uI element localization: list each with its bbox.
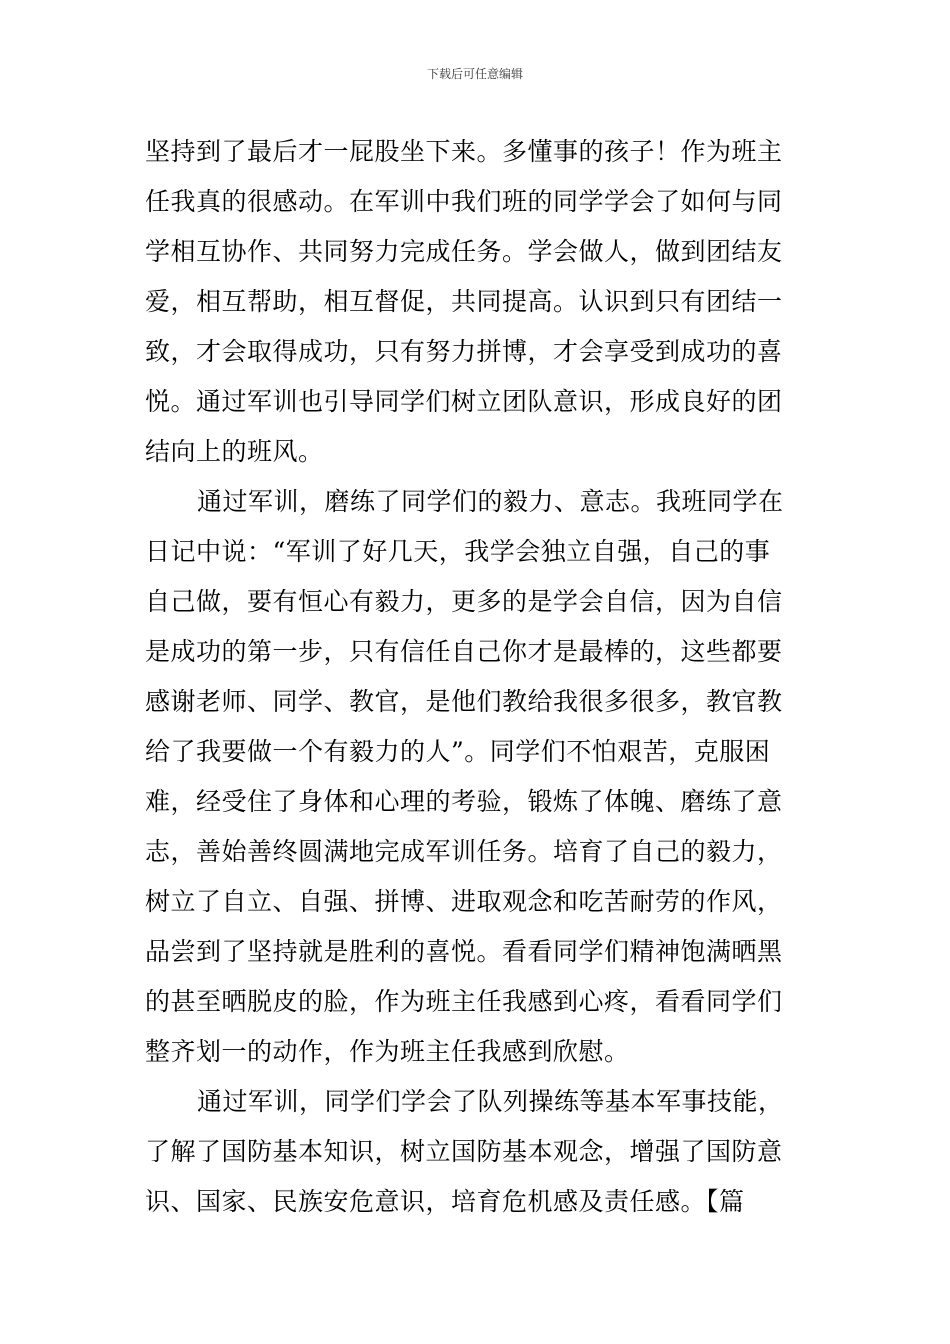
page-header: 下载后可任意编辑 [426, 67, 523, 81]
text-line: 识、国家、民族安危意识，培育危机感及责任感。【篇 [145, 1187, 745, 1216]
text-line: 整齐划一的动作，作为班主任我感到欣慰。 [145, 1037, 630, 1066]
text-line: 了解了国防基本知识，树立国防基本观念，增强了国防意 [145, 1137, 783, 1166]
text-line: 志，善始善终圆满地完成军训任务。培育了自己的毅力， [145, 837, 783, 866]
text-line: 通过军训，磨练了同学们的毅力、意志。我班同学在 [197, 487, 784, 516]
text-line: 悦。通过军训也引导同学们树立团队意识，形成良好的团 [145, 387, 783, 416]
text-line: 学相互协作、共同努力完成任务。学会做人，做到团结友 [145, 237, 783, 266]
paragraph-3 [145, 1077, 807, 1227]
text-line: 坚持到了最后才一屁股坐下来。多懂事的孩子！作为班主 [145, 137, 783, 166]
text-line: 爱，相互帮助，相互督促，共同提高。认识到只有团结一 [145, 287, 783, 316]
text-line: 给了我要做一个有毅力的人”。同学们不怕艰苦，克服困 [145, 737, 771, 766]
text-line: 是成功的第一步，只有信任自己你才是最棒的，这些都要 [145, 637, 783, 666]
text-line: 难，经受住了身体和心理的考验，锻炼了体魄、磨练了意 [145, 787, 783, 816]
text-line: 致，才会取得成功，只有努力拼博，才会享受到成功的喜 [145, 337, 783, 366]
text-line: 感谢老师、同学、教官，是他们教给我很多很多，教官教 [145, 687, 783, 716]
text-line: 品尝到了坚持就是胜利的喜悦。看看同学们精神饱满晒黑 [145, 937, 783, 966]
text-line: 自己做，要有恒心有毅力，更多的是学会自信，因为自信 [145, 587, 783, 616]
paragraph-2 [145, 477, 807, 1077]
text-line: 树立了自立、自强、拼博、进取观念和吃苦耐劳的作风， [145, 887, 783, 916]
paragraph-1 [145, 127, 807, 477]
text-line: 的甚至晒脱皮的脸，作为班主任我感到心疼，看看同学们 [145, 987, 783, 1016]
text-line: 日记中说：“军训了好几天，我学会独立自强，自己的事 [145, 537, 771, 566]
text-line: 任我真的很感动。在军训中我们班的同学学会了如何与同 [145, 187, 783, 216]
text-line: 结向上的班风。 [145, 437, 324, 466]
text-line: 通过军训，同学们学会了队列操练等基本军事技能， [197, 1087, 784, 1116]
document-body [145, 127, 807, 1227]
